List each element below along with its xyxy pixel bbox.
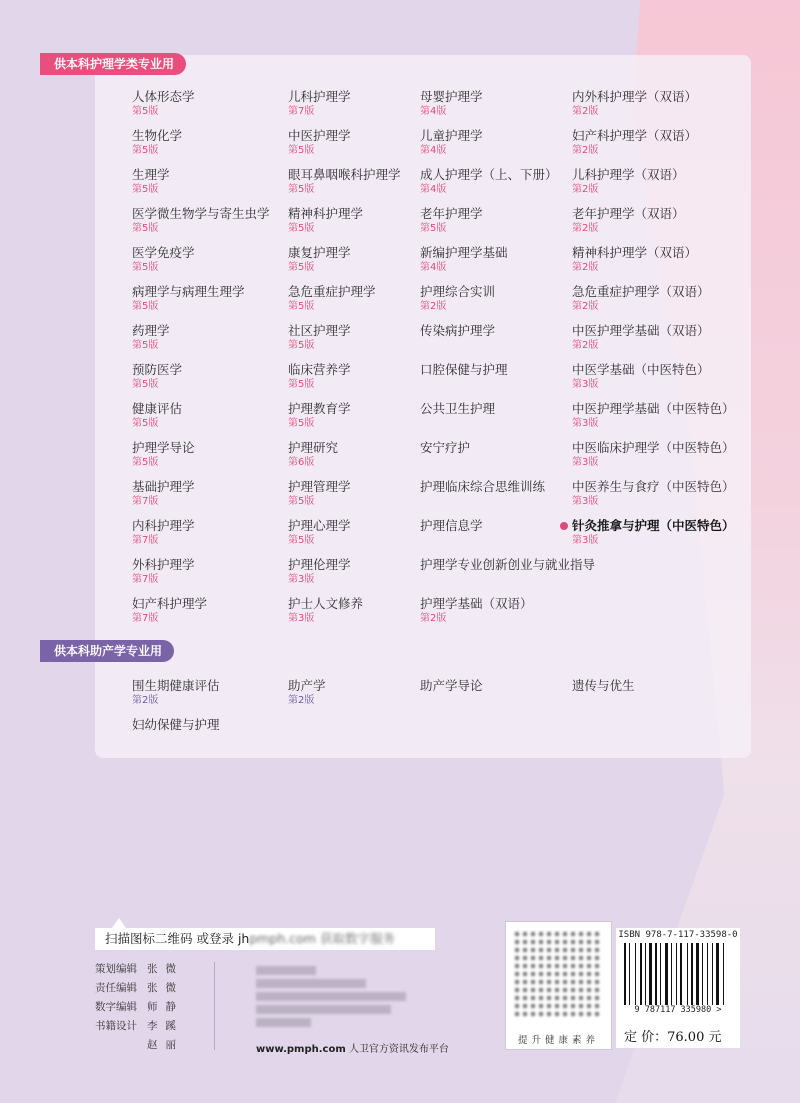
book-entry <box>288 362 351 391</box>
book-entry <box>420 362 508 378</box>
barcode-bar <box>694 943 695 1005</box>
book-edition: 第5版 <box>132 106 159 117</box>
publisher-info <box>256 962 449 1055</box>
book-entry <box>288 167 401 196</box>
book-edition: 第7版 <box>132 496 159 507</box>
barcode-bar <box>629 943 630 1005</box>
barcode-bar <box>624 943 626 1005</box>
book-title: 康复护理学 <box>288 245 351 260</box>
book-edition: 第7版 <box>288 106 315 117</box>
book-entry <box>288 128 351 157</box>
barcode-icon <box>624 943 732 1005</box>
book-title: 围生期健康评估 <box>132 678 220 693</box>
barcode-bar <box>691 943 693 1005</box>
book-title: 健康评估 <box>132 401 183 416</box>
barcode-bar <box>712 943 713 1005</box>
book-title: 助产学导论 <box>420 678 483 693</box>
book-entry <box>420 596 533 625</box>
book-title: 病理学与病理生理学 <box>132 284 245 299</box>
isbn-digits: 9 787117 335980 > <box>634 1005 722 1015</box>
book-entry <box>132 323 170 352</box>
book-title: 老年护理学（双语） <box>572 206 685 221</box>
book-title: 护理研究 <box>288 440 339 455</box>
book-title: 遗传与优生 <box>572 678 635 693</box>
book-edition: 第2版 <box>420 613 447 624</box>
barcode-bar <box>714 943 715 1005</box>
book-entry <box>420 284 495 313</box>
book-title: 临床营养学 <box>288 362 351 377</box>
book-edition: 第2版 <box>572 223 599 234</box>
book-entry <box>572 284 710 313</box>
barcode-bar <box>723 943 724 1005</box>
book-edition: 第5版 <box>420 223 447 234</box>
book-edition: 第5版 <box>132 184 159 195</box>
book-entry <box>132 284 245 313</box>
book-entry <box>572 128 697 157</box>
book-entry <box>572 206 685 235</box>
book-edition: 第5版 <box>288 496 315 507</box>
book-entry <box>420 167 558 196</box>
scan-instruction <box>95 928 435 950</box>
highlight-dot-icon <box>560 522 568 530</box>
barcode-bar <box>725 943 726 1005</box>
book-title: 护理学导论 <box>132 440 195 455</box>
publisher-line-blurred <box>256 979 366 988</box>
book-entry <box>132 518 195 547</box>
book-title: 中医护理学 <box>288 128 351 143</box>
book-title: 中医护理学基础（中医特色） <box>572 401 735 416</box>
book-edition: 第3版 <box>572 379 599 390</box>
book-entry <box>288 245 351 274</box>
book-edition: 第2版 <box>572 184 599 195</box>
barcode-bar <box>680 943 682 1005</box>
qr-caption: 提升健康素养 <box>517 1035 599 1046</box>
book-entry <box>572 167 685 196</box>
scan-text: 扫描图标二维码 或登录 jh <box>105 931 250 946</box>
book-title: 口腔保健与护理 <box>420 362 508 377</box>
barcode-bar <box>637 943 639 1005</box>
book-entry <box>132 89 195 118</box>
scan-callout-notch <box>112 918 126 928</box>
barcode-bar <box>649 943 652 1005</box>
book-title: 传染病护理学 <box>420 323 496 338</box>
book-entry <box>288 206 363 235</box>
book-entry <box>288 323 351 352</box>
book-entry <box>132 479 195 508</box>
book-entry <box>572 245 697 274</box>
book-edition: 第4版 <box>420 262 447 273</box>
book-edition: 第5版 <box>288 145 315 156</box>
book-edition: 第2版 <box>572 145 599 156</box>
book-title: 预防医学 <box>132 362 183 377</box>
book-entry <box>572 518 735 547</box>
book-entry <box>132 128 182 157</box>
book-edition: 第7版 <box>132 535 159 546</box>
book-edition: 第3版 <box>572 457 599 468</box>
barcode-bar <box>709 943 711 1005</box>
book-edition: 第5版 <box>288 418 315 429</box>
book-entry <box>288 440 338 469</box>
qr-code-box <box>505 921 612 1050</box>
credit-row: 责任编辑 张微 <box>95 982 184 994</box>
barcode-bar <box>660 943 661 1005</box>
book-title: 妇产科护理学（双语） <box>572 128 698 143</box>
book-edition: 第5版 <box>132 340 159 351</box>
book-entry <box>420 440 470 456</box>
barcode-bar <box>704 943 706 1005</box>
barcode-bar <box>676 943 677 1005</box>
book-edition: 第3版 <box>572 535 599 546</box>
qr-code-icon <box>515 931 600 1016</box>
book-title: 内科护理学 <box>132 518 195 533</box>
book-edition: 第4版 <box>420 184 447 195</box>
book-entry <box>132 717 220 733</box>
publisher-line-blurred <box>256 1005 391 1014</box>
book-entry <box>132 362 182 391</box>
book-title: 药理学 <box>132 323 170 338</box>
book-entry <box>572 362 710 391</box>
book-title: 急危重症护理学 <box>288 284 376 299</box>
book-entry <box>420 323 495 339</box>
book-edition: 第2版 <box>572 340 599 351</box>
book-entry <box>288 678 326 707</box>
book-edition: 第2版 <box>132 695 159 706</box>
barcode-bar <box>643 943 644 1005</box>
book-title: 外科护理学 <box>132 557 195 572</box>
book-entry <box>132 167 170 196</box>
book-title: 护理综合实训 <box>420 284 496 299</box>
editor-credits <box>95 960 184 1055</box>
barcode-bar <box>665 943 668 1005</box>
book-title: 医学免疫学 <box>132 245 195 260</box>
book-entry <box>572 323 710 352</box>
book-title: 护理临床综合思维训练 <box>420 479 546 494</box>
book-entry <box>420 245 508 274</box>
book-title: 护理信息学 <box>420 518 483 533</box>
barcode-bar <box>707 943 708 1005</box>
book-entry <box>288 596 363 625</box>
book-title: 急危重症护理学（双语） <box>572 284 710 299</box>
section-tag-nursing: 供本科护理学类专业用 <box>40 53 186 75</box>
book-edition: 第5版 <box>288 340 315 351</box>
book-edition: 第5版 <box>288 535 315 546</box>
book-edition: 第7版 <box>132 574 159 585</box>
barcode-bar <box>653 943 654 1005</box>
book-entry <box>132 401 182 430</box>
barcode-bar <box>662 943 664 1005</box>
book-title: 助产学 <box>288 678 326 693</box>
book-entry <box>132 206 270 235</box>
book-edition: 第5版 <box>132 457 159 468</box>
book-title: 生理学 <box>132 167 170 182</box>
book-title: 安宁疗护 <box>420 440 471 455</box>
book-title: 针灸推拿与护理（中医特色） <box>572 518 735 533</box>
book-entry <box>572 440 735 469</box>
book-entry <box>420 206 483 235</box>
book-title: 老年护理学 <box>420 206 483 221</box>
book-entry <box>420 89 483 118</box>
book-edition: 第5版 <box>288 223 315 234</box>
book-title: 内外科护理学（双语） <box>572 89 698 104</box>
book-edition: 第3版 <box>288 574 315 585</box>
book-title: 人体形态学 <box>132 89 195 104</box>
barcode-bar <box>645 943 646 1005</box>
publisher-line-blurred <box>256 992 406 1001</box>
isbn-label: ISBN 978-7-117-33598-0 <box>618 930 738 940</box>
book-edition: 第4版 <box>420 145 447 156</box>
book-title: 中医学基础（中医特色） <box>572 362 710 377</box>
book-edition: 第6版 <box>288 457 315 468</box>
book-title: 儿科护理学 <box>288 89 351 104</box>
book-title: 母婴护理学 <box>420 89 483 104</box>
barcode-bar <box>655 943 657 1005</box>
book-entry <box>288 557 351 586</box>
book-edition: 第5版 <box>288 379 315 390</box>
barcode-bar <box>700 943 701 1005</box>
barcode-bar <box>635 943 636 1005</box>
barcode-bar <box>720 943 722 1005</box>
barcode-bar <box>631 943 634 1005</box>
scan-url-blurred: pmph.com 获取数字服务 <box>249 931 395 946</box>
book-entry <box>288 284 376 313</box>
book-edition: 第3版 <box>288 613 315 624</box>
book-entry <box>288 518 351 547</box>
book-entry <box>132 440 195 469</box>
book-title: 基础护理学 <box>132 479 195 494</box>
publisher-line-blurred <box>256 1018 311 1027</box>
credit-row: 书籍设计 李蹊 <box>95 1020 184 1032</box>
book-edition: 第2版 <box>288 695 315 706</box>
book-edition: 第5版 <box>132 418 159 429</box>
book-title: 儿童护理学 <box>420 128 483 143</box>
barcode-bar <box>669 943 670 1005</box>
book-entry <box>288 479 351 508</box>
book-edition: 第2版 <box>572 106 599 117</box>
book-edition: 第5版 <box>132 223 159 234</box>
book-entry <box>420 128 483 157</box>
book-title: 护理学专业创新创业与就业指导 <box>420 557 596 572</box>
book-title: 妇产科护理学 <box>132 596 208 611</box>
book-title: 眼耳鼻咽喉科护理学 <box>288 167 401 182</box>
book-title: 护理心理学 <box>288 518 351 533</box>
book-entry <box>572 89 697 118</box>
book-entry <box>420 401 495 417</box>
book-edition: 第5版 <box>132 379 159 390</box>
barcode-bar <box>671 943 672 1005</box>
barcode-bar <box>696 943 699 1005</box>
book-entry <box>572 479 735 508</box>
book-title: 中医临床护理学（中医特色） <box>572 440 735 455</box>
credits-divider <box>214 962 215 1050</box>
barcode-bar <box>702 943 703 1005</box>
book-edition: 第7版 <box>132 613 159 624</box>
book-edition: 第5版 <box>132 262 159 273</box>
book-title: 护理管理学 <box>288 479 351 494</box>
credit-row: 赵丽 <box>147 1039 184 1051</box>
book-edition: 第4版 <box>420 106 447 117</box>
book-edition: 第5版 <box>132 145 159 156</box>
barcode-bar <box>658 943 659 1005</box>
barcode-bar <box>627 943 628 1005</box>
book-entry <box>288 89 351 118</box>
book-entry <box>288 401 351 430</box>
book-title: 精神科护理学 <box>288 206 364 221</box>
book-entry <box>420 518 483 534</box>
barcode-bar <box>683 943 686 1005</box>
book-title: 精神科护理学（双语） <box>572 245 698 260</box>
book-edition: 第5版 <box>288 262 315 273</box>
credit-row: 数字编辑 师静 <box>95 1001 184 1013</box>
book-title: 护士人文修养 <box>288 596 364 611</box>
book-title: 医学微生物学与寄生虫学 <box>132 206 270 221</box>
credit-row: 策划编辑 张微 <box>95 963 184 975</box>
book-title: 生物化学 <box>132 128 183 143</box>
book-entry <box>420 479 545 495</box>
book-entry <box>132 557 195 586</box>
section-tag-midwifery: 供本科助产学专业用 <box>40 640 174 662</box>
book-entry <box>572 401 735 430</box>
barcode-bar <box>673 943 675 1005</box>
book-entry <box>420 678 483 694</box>
publisher-logo-blurred <box>256 966 316 975</box>
book-edition: 第5版 <box>288 301 315 312</box>
book-edition: 第3版 <box>572 418 599 429</box>
barcode-bar <box>640 943 642 1005</box>
book-entry <box>132 596 207 625</box>
book-edition: 第5版 <box>288 184 315 195</box>
barcode-bar <box>647 943 648 1005</box>
book-edition: 第2版 <box>572 262 599 273</box>
publisher-url: www.pmph.com 人卫官方资讯发布平台 <box>256 1044 449 1055</box>
book-title: 妇幼保健与护理 <box>132 717 220 732</box>
book-title: 护理教育学 <box>288 401 351 416</box>
barcode-bar <box>689 943 690 1005</box>
isbn-box <box>616 928 740 1048</box>
book-entry <box>572 678 635 694</box>
book-entry <box>132 678 220 707</box>
barcode-bar <box>716 943 719 1005</box>
book-edition: 第5版 <box>132 301 159 312</box>
book-edition: 第2版 <box>420 301 447 312</box>
book-title: 公共卫生护理 <box>420 401 496 416</box>
book-entry <box>420 557 595 573</box>
barcode-bar <box>678 943 679 1005</box>
book-title: 中医护理学基础（双语） <box>572 323 710 338</box>
book-title: 儿科护理学（双语） <box>572 167 685 182</box>
book-title: 护理学基础（双语） <box>420 596 533 611</box>
book-title: 新编护理学基础 <box>420 245 508 260</box>
book-title: 中医养生与食疗（中医特色） <box>572 479 735 494</box>
book-edition: 第3版 <box>572 496 599 507</box>
book-title: 社区护理学 <box>288 323 351 338</box>
price: 定 价：76.00 元 <box>624 1030 722 1045</box>
book-title: 护理伦理学 <box>288 557 351 572</box>
barcode-bar <box>687 943 688 1005</box>
book-edition: 第2版 <box>572 301 599 312</box>
book-title: 成人护理学（上、下册） <box>420 167 558 182</box>
book-entry <box>132 245 195 274</box>
